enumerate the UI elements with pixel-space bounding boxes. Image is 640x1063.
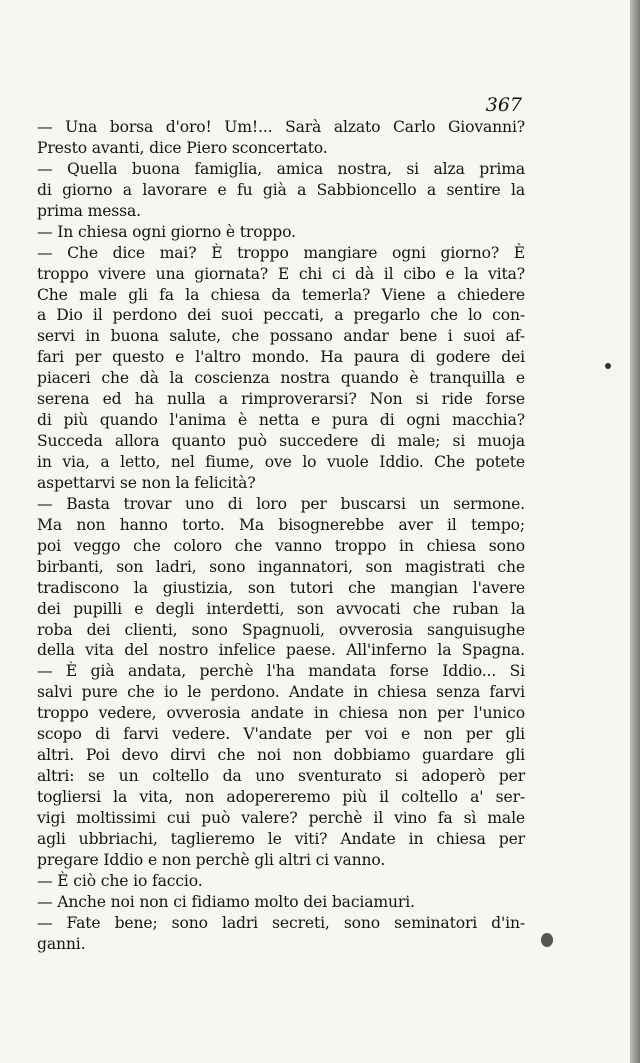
- text-line: scopo di farvi vedere. V'andate per voi e non per gli: [37, 725, 525, 744]
- text-line: altri: se un coltello da uno sventurato si adoperò per: [37, 767, 525, 786]
- page-edge-shadow: [630, 0, 640, 1063]
- text-line: fari per questo e l'altro mondo. Ha paura di godere dei: [37, 348, 525, 367]
- text-line: agli ubbriachi, taglieremo le viti? Andate in chiesa per: [37, 829, 525, 848]
- text-line: servi in buona salute, che possano andar bene i suoi af-: [37, 327, 525, 346]
- body-text: [37, 117, 525, 955]
- ink-spot: [541, 933, 553, 947]
- text-line: — Una borsa d'oro! Um!... Sarà alzato Carlo Giovanni?: [37, 118, 525, 136]
- text-line: della vita del nostro infelice paese. All'inferno la Spagna.: [37, 641, 525, 660]
- text-line: — È già andata, perchè l'ha mandata forse Iddio... Si: [37, 662, 525, 681]
- text-line: — Anche noi non ci fidiamo molto dei baciamuri.: [37, 892, 415, 911]
- text-line: serena ed ha nulla a rimproverarsi? Non si ride forse: [37, 390, 525, 409]
- text-line: di più quando l'anima è netta e pura di ogni macchia?: [37, 411, 525, 430]
- text-line: vigi moltissimi cui può valere? perchè il vino fa sì male: [37, 808, 525, 827]
- text-line: altri. Poi devo dirvi che noi non dobbiamo guardare gli: [37, 746, 525, 765]
- text-line: togliersi la vita, non adopereremo più il coltello a' ser-: [37, 788, 525, 806]
- text-line: dei pupilli e degli interdetti, son avvocati che ruban la: [37, 599, 525, 618]
- text-line: — Basta trovar uno di loro per buscarsi un sermone.: [37, 494, 525, 513]
- text-line: troppo vedere, ovverosia andate in chiesa non per l'unico: [37, 704, 525, 723]
- text-line: Succeda allora quanto può succedere di male; si muoja: [37, 432, 525, 451]
- text-line: birbanti, son ladri, sono ingannatori, son magistrati che: [37, 557, 525, 576]
- text-line: in via, a letto, nel fiume, ove lo vuole Iddio. Che potete: [37, 453, 525, 471]
- text-line: — Quella buona famiglia, amica nostra, si alza prima: [37, 159, 525, 178]
- text-line: pregare Iddio e non perchè gli altri ci vanno.: [37, 850, 386, 869]
- text-line: poi veggo che coloro che vanno troppo in chiesa sono: [37, 536, 525, 555]
- text-line: Che male gli fa la chiesa da temerla? Viene a chiedere: [37, 285, 525, 304]
- text-line: ganni.: [37, 934, 86, 953]
- text-line: di giorno a lavorare e fu già a Sabbioncello a sentire la: [37, 180, 525, 199]
- text-line: troppo vivere una giornata? E chi ci dà il cibo e la vita?: [37, 264, 525, 283]
- text-line: Presto avanti, dice Piero sconcertato.: [37, 138, 328, 157]
- text-line: — È ciò che io faccio.: [37, 871, 203, 890]
- text-line: — In chiesa ogni giorno è troppo.: [37, 222, 296, 241]
- text-line: a Dio il perdono dei suoi peccati, a pregarlo che lo con-: [37, 306, 525, 325]
- text-line: prima messa.: [37, 201, 141, 220]
- text-line: roba dei clienti, sono Spagnuoli, ovverosia sanguisughe: [37, 620, 525, 639]
- text-line: aspettarvi se non la felicità?: [37, 473, 256, 492]
- text-line: — Fate bene; sono ladri secreti, sono seminatori d'in-: [37, 913, 525, 932]
- text-line: Ma non hanno torto. Ma bisognerebbe aver il tempo;: [37, 515, 525, 534]
- text-line: salvi pure che io le perdono. Andate in chiesa senza farvi: [37, 683, 525, 702]
- text-line: piaceri che dà la coscienza nostra quando è tranquilla e: [37, 369, 525, 388]
- ink-spot: [605, 363, 611, 369]
- page-number: 367: [485, 94, 522, 116]
- text-line: — Che dice mai? È troppo mangiare ogni giorno? È: [37, 243, 525, 262]
- text-line: tradiscono la giustizia, son tutori che mangian l'avere: [37, 578, 525, 597]
